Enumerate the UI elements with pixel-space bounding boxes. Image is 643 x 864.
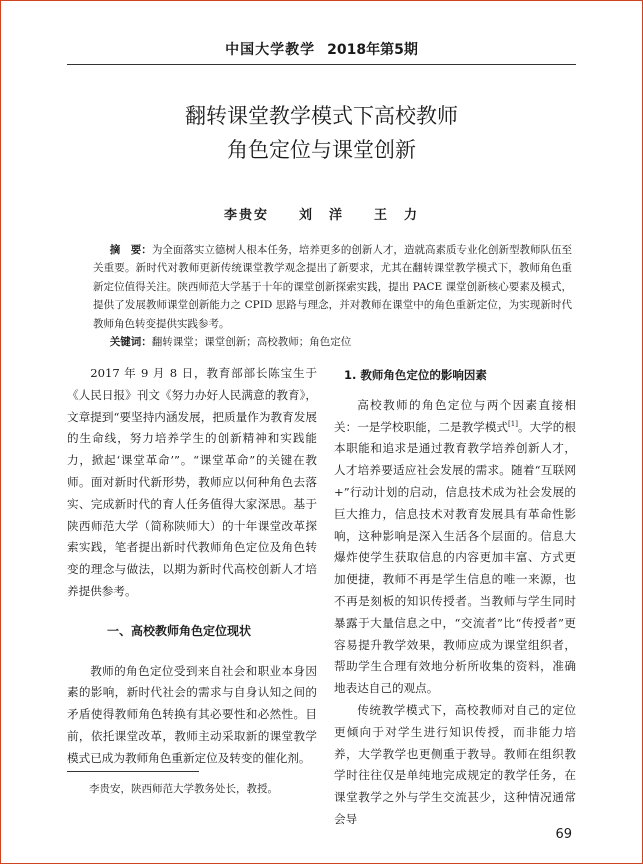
left-column (67, 363, 317, 770)
influence-paragraph (334, 395, 576, 700)
page-number: 69 (555, 827, 572, 842)
article-title (61, 99, 582, 167)
journal-name: 中国大学教学 (225, 42, 316, 58)
running-header (71, 39, 572, 59)
title-line-2: 角色定位与课堂创新 (227, 138, 416, 162)
traditional-paragraph: 传统教学模式下，高校教师对自己的定位更倾向于对学生进行知识传授，而非能力培养，大学教学也更侧重于教导。教师在组织教学时往往仅是单纯地完成规定的教学任务，在课堂教学之外与学生交流甚少，这种情况通常会导 (334, 702, 576, 826)
author-list: 李贵安 刘 洋 王 力 (223, 208, 419, 223)
issue-label: 2018年第5期 (327, 42, 418, 58)
title-line-1: 翻转课堂教学模式下高校教师 (185, 104, 458, 128)
header-rule (67, 64, 576, 65)
keywords-paragraph (93, 333, 572, 351)
section-heading-1: 一、高校教师角色定位现状 (107, 623, 252, 638)
footnote-rule (67, 771, 199, 772)
abstract-label: 摘 要： (109, 244, 152, 256)
keywords-label: 关键词： (109, 336, 152, 349)
right-column (334, 363, 576, 831)
author-footnote: 李贵安，陕西师范大学教务处长，教授。 (89, 783, 278, 795)
abstract-text: 为全面落实立德树人根本任务，培养更多的创新人才，造就高素质专业化创新型教师队伍至关重要。新时代对教师更新传统课堂教学观念提出了新要求，尤其在翻转课堂教学模式下，教师角色重新定位值得关注。陕西师范大学基于十年的课堂创新探索实践，提出 PACE 课堂创新核心要素及模式，提供了发展教师课堂创新能力之 CPID 思路与理念，并对教师在课堂中的角色重新定位，为实现新时代教师角色转变提供实践参考。 (93, 244, 573, 330)
keywords-text: 翻转课堂；课堂创新；高校教师；角色定位 (151, 336, 352, 349)
abstract-paragraph (93, 241, 572, 333)
influence-text-a: 高校教师的角色定位与两个因素直接相关：一是学校职能，二是教学模式 (334, 397, 576, 434)
intro-paragraph: 2017 年 9 月 8 日，教育部部长陈宝生于《人民日报》刊文《努力办好人民满意的教育》，文章提到“要坚持内涵发展，把质量作为教育发展的生命线，努力培养学生的创新精神和实践能力，掀起‘课堂革命’”。“课堂革命”的关键在教师。面对新时代新形势，教师应以何种角色去落实、完成新时代的育人任务值得大家深思。基于陕西师范大学（简称陕师大）的十年课堂改革探索实践，笔者提出新时代教师角色定位及角色转变的理念与做法，以期为新时代高校创新人才培养提供参考。 (67, 366, 317, 598)
citation-ref-1: [1] (508, 419, 518, 428)
abstract-block (93, 241, 572, 351)
section1-paragraph: 教师的角色定位受到来自社会和职业本身因素的影响，新时代社会的需求与自身认知之间的矛盾使得教师角色转换有其必要性和必然性。目前，依托课堂改革，教师主动采取新的课堂教学模式已成为教师角色重新定位及转变的催化剂。 (67, 663, 317, 765)
subsection-heading-1: 1. 教师角色定位的影响因素 (344, 368, 487, 382)
influence-text-b: 。大学的根本职能和追求是通过教育教学培养创新人才，人才培养要适应社会发展的需求。随着“互联网+”行动计划的启动，信息技术成为社会发展的巨大推力，信息技术对教育发展具有革命性影响，这种影响是深入生活各个层面的。信息大爆炸使学生获取信息的内容更加丰富、方式更加便捷，教师不再是学生信息的唯一来源，也不再是刻板的知识传授者。当教师与学生同时暴露于大量信息之中，“交流者”比“传授者”更容易提升教学效果，教师应成为课堂组织者，帮助学生合理有效地分析所收集的资料，准确地表达自己的观点。 (334, 419, 576, 696)
